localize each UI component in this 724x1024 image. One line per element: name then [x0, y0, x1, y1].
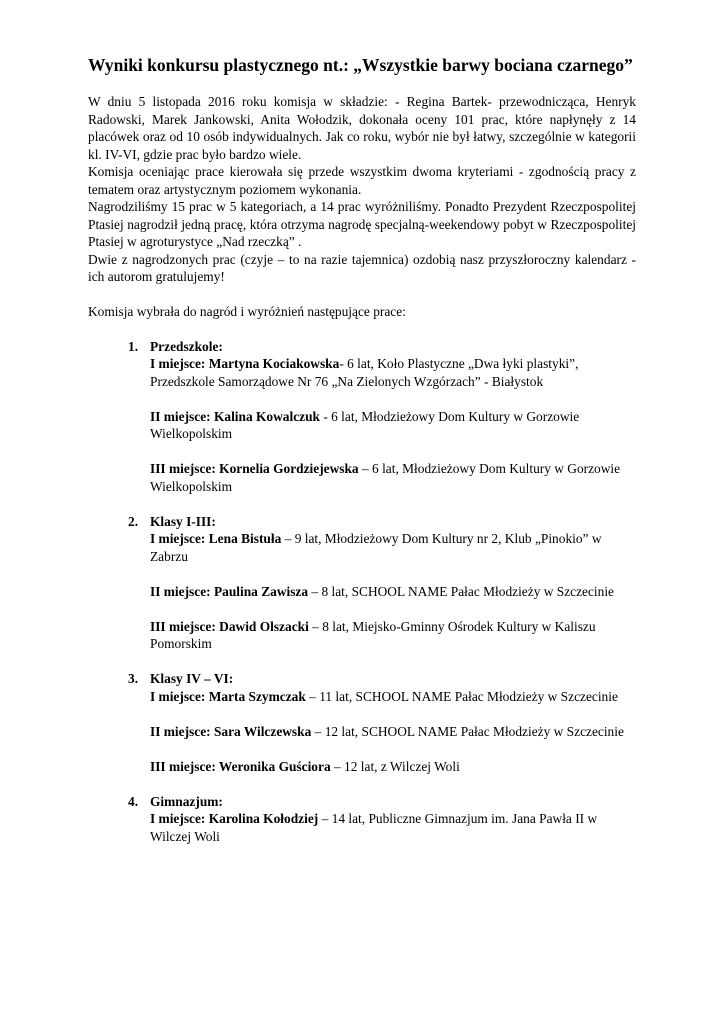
document-page [88, 54, 636, 863]
category-title: Klasy I-III: [150, 513, 216, 529]
award-details: – 12 lat, SCHOOL NAME Pałac Młodzieży w Szczecinie [311, 723, 624, 739]
paragraph-calendar: Dwie z nagrodzonych prac (czyje – to na razie tajemnica) ozdobią nasz przyszłoroczny kalendarz - ich autorom gratulujemy! [88, 251, 636, 284]
award-details: – 12 lat, z Wilczej Woli [330, 758, 460, 774]
award-entry [150, 460, 636, 495]
paragraph-awards-count: Nagrodziliśmy 15 prac w 5 kategoriach, a 14 prac wyróżniliśmy. Ponadto Prezydent Rzeczpospolitej Ptasiej nagrodził jedną pracę, która otrzyma nagrodę specjalną-weekendowy pobyt w Rzeczpospolitej Ptasiej w agroturystyce „Nad rzeczką” . [88, 199, 636, 249]
award-place: II miejsce: Kalina Kowalczuk [150, 408, 320, 424]
award-place: III miejsce: Weronika Guściora [150, 758, 331, 774]
award-details: - 6 lat, Młodzieżowy Dom Kultury w Gorzowie Wielkopolskim [150, 408, 580, 441]
award-details: – 6 lat, Młodzieżowy Dom Kultury w Gorzowie Wielkopolskim [150, 461, 621, 494]
category-number: 2. [128, 513, 139, 529]
award-place: I miejsce: Marta Szymczak [150, 688, 306, 704]
category-title: Przedszkole: [150, 338, 223, 354]
category-grades-4-6 [88, 670, 636, 775]
award-details: – 14 lat, Publiczne Gimnazjum im. Jana Pawła II w Wilczej Woli [150, 811, 598, 844]
award-entry [150, 355, 636, 390]
award-entry [150, 758, 636, 776]
category-title: Gimnazjum: [150, 793, 223, 809]
category-grades-1-3 [88, 513, 636, 653]
category-title: Klasy IV – VI: [150, 671, 234, 686]
award-details: – 11 lat, SCHOOL NAME Pałac Młodzieży w Szczecinie [305, 688, 618, 704]
award-place: II miejsce: Paulina Zawisza [150, 583, 309, 599]
category-middle-school [88, 793, 636, 846]
document-title: Wyniki konkursu plastycznego nt.: „Wszystkie barwy bociana czarnego” [88, 55, 633, 75]
award-details: – 9 lat, Młodzieżowy Dom Kultury nr 2, Klub „Pinokio” w Zabrzu [150, 531, 602, 564]
award-place: II miejsce: Sara Wilczewska [150, 723, 312, 739]
award-entry [150, 408, 636, 443]
category-number: 3. [128, 671, 139, 686]
award-entry [150, 810, 636, 845]
award-details: – 8 lat, SCHOOL NAME Pałac Młodzieży w Szczecinie [308, 583, 615, 599]
paragraph-commission: W dniu 5 listopada 2016 roku komisja w składzie: - Regina Bartek- przewodnicząca, Henryk Radowski, Marek Jankowski, Anita Wołodzik, dokonała oceny 101 prac, które napłynęły z 14 placówek oraz od 10 osób indywidualnych. Jak co roku, wybór nie był łatwy, szczególnie w kategorii kl. IV-VI, gdzie prac było bardzo wiele. [88, 94, 636, 162]
award-place: III miejsce: Dawid Olszacki [150, 618, 309, 634]
category-number: 1. [128, 338, 139, 354]
award-entry [150, 530, 636, 565]
award-entry [150, 688, 636, 706]
award-details: - 6 lat, Koło Plastyczne „Dwa łyki plastyki”, Przedszkole Samorządowe Nr 76 „Na Zielonych Wzgórzach” - Białystok [150, 356, 579, 389]
award-place: I miejsce: Lena Bistuła [150, 531, 282, 546]
awards-intro: Komisja wybrała do nagród i wyróżnień następujące prace: [88, 304, 406, 319]
paragraph-criteria: Komisja oceniając prace kierowała się przede wszystkim dwoma kryteriami - zgodnością pracy z tematem oraz artystycznym poziomem wykonania. [88, 164, 636, 197]
categories-list [88, 338, 636, 846]
award-details: – 8 lat, Miejsko-Gminny Ośrodek Kultury w Kaliszu Pomorskim [150, 618, 596, 651]
category-number: 4. [128, 793, 139, 809]
category-preschool [88, 338, 636, 496]
award-place: I miejsce: Martyna Kociakowska [150, 356, 340, 371]
award-place: I miejsce: Karolina Kołodziej [150, 811, 319, 826]
award-entry [150, 723, 636, 741]
award-place: III miejsce: Kornelia Gordziejewska [150, 461, 359, 476]
award-entry [150, 618, 636, 653]
award-entry [150, 583, 636, 601]
